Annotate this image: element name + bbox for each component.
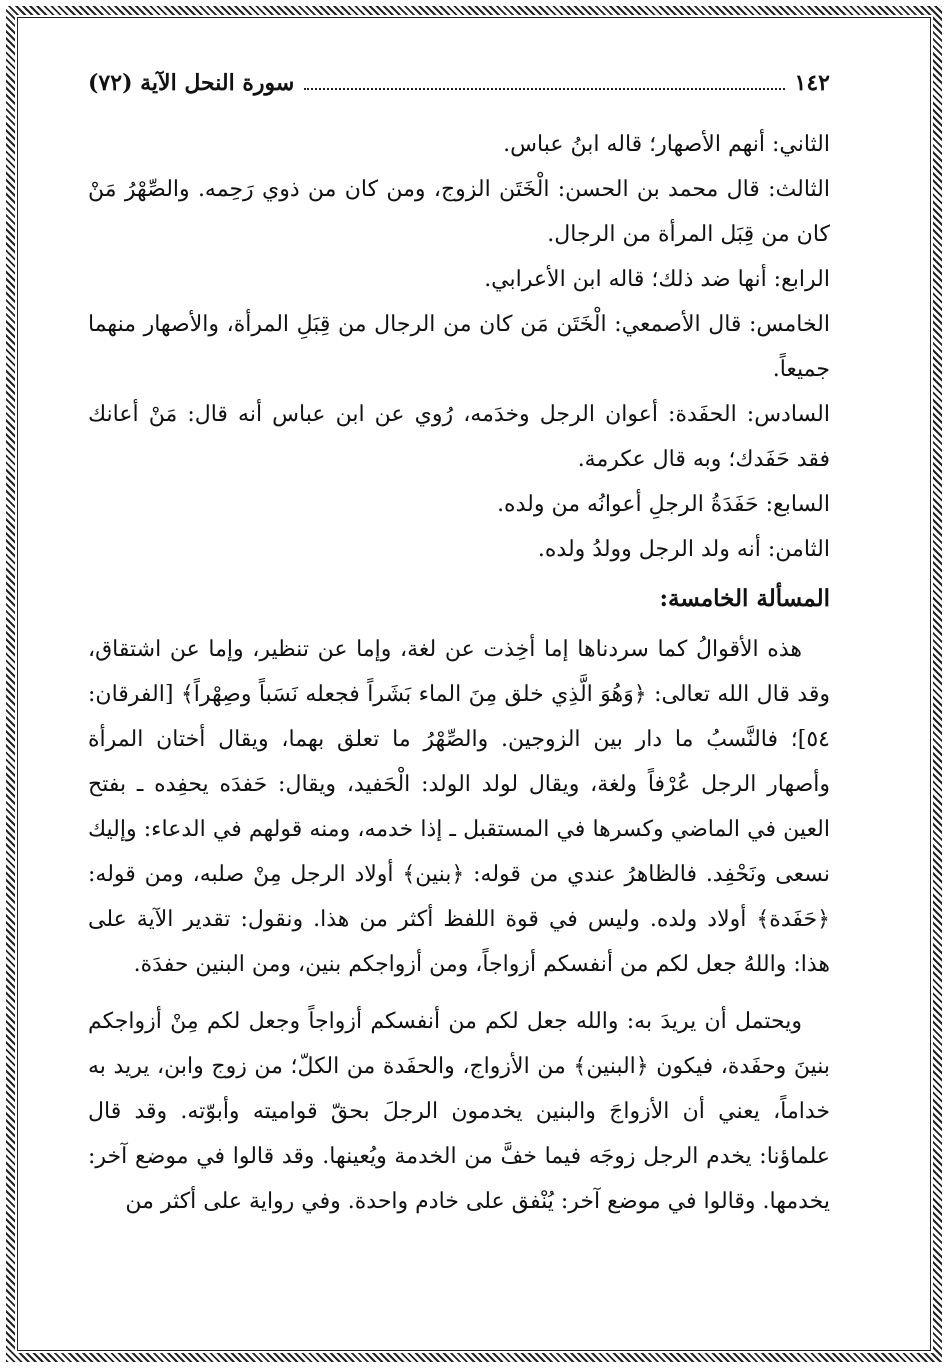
paragraph-eighth: الثامن: أنه ولد الرجل وولدُ ولده. [537, 537, 830, 562]
page-number: ١٤٢ [794, 70, 830, 96]
leader-dots [304, 76, 784, 90]
paragraph-second: الثاني: أنهم الأصهار؛ قاله ابنُ عباس. [503, 132, 830, 157]
page-content [88, 70, 830, 1224]
paragraph-seventh: السابع: حَفَدَةُ الرجلِ أعوانُه من ولده. [497, 492, 830, 517]
chapter-title: سورة النحل الآية (٧٢) [88, 70, 295, 96]
running-head [88, 70, 830, 96]
section-body-2: ويحتمل أن يريدَ به: والله جعل لكم من أنفسكم أزواجاً وجعل لكم مِنْ أزواجكم بنينَ وحفَدة، فيكون ﴿البنين﴾ من الأزواج، والحفَدة من الكلّ؛ من زوج وابن، يريد به خداماً، يعني أن الأزواجَ والبنين يخدمون الرجلَ بحقّ قواميته وأبوّته. وقد قال علماؤنا: يخدم الرجل زوجَه فيما خفَّ من الخدمة ويُعينها. وقد قالوا في موضع آخر: يخدمها. وقالوا في موضع آخر: يُنْفق على خادم واحدة. وفي رواية على أكثر من [88, 1009, 830, 1214]
section-heading: المسألة الخامسة: [659, 585, 830, 612]
section-body-1: هذه الأقوالُ كما سردناها إما أخِذت عن لغة، وإما عن تنظير، وإما عن اشتقاق، وقد قال الله تعالى: ﴿وَهُوَ الَّذِي خلق مِنَ الماء بَشَراً فجعله نَسَباً وصِهْراً﴾ [الفرقان: ٥٤]؛ فالنَّسبُ ما دار بين الزوجين. والصِّهْرُ ما تعلق بهما، ويقال أختان المرأة وأصهار الرجل عُرْفاً ولغة، ويقال لولد الولد: الْحَفيد، ويقال: حَفدَه يحفِده ـ بفتح العين في الماضي وكسرها في المستقبل ـ إذا خدمه، ومنه قولهم في الدعاء: وإليك نسعى ونَحْفِد. فالظاهرُ عندي من قوله: ﴿بنين﴾ أولاد الرجل مِنْ صلبه، ومن قوله: ﴿حَفَدة﴾ أولاد ولده. وليس في قوة اللفظ أكثر من هذا. ونقول: تقدير الآية على هذا: واللهُ جعل لكم من أنفسكم أزواجاً، ومن أزواجكم بنين، ومن البنين حفدَة. [88, 637, 830, 977]
paragraph-gap [88, 987, 830, 999]
paragraph-third: الثالث: قال محمد بن الحسن: الْخَتَن الزوج، ومن كان من ذوي رَحِمه. والصِّهْرُ مَنْ كان من قِبَل المرأة من الرجال. [88, 177, 830, 247]
paragraph-sixth: السادس: الحفَدة: أعوان الرجل وخدَمه، رُوي عن ابن عباس أنه قال: مَنْ أعانك فقد حَفَدك؛ وبه قال عكرمة. [88, 402, 830, 472]
paragraph-fifth: الخامس: قال الأصمعي: الْخَتَن مَن كان من الرجال من قِبَلِ المرأة، والأصهار منهما جميعاً. [88, 312, 830, 382]
paragraph-fourth: الرابع: أنها ضد ذلك؛ قاله ابن الأعرابي. [484, 267, 830, 292]
